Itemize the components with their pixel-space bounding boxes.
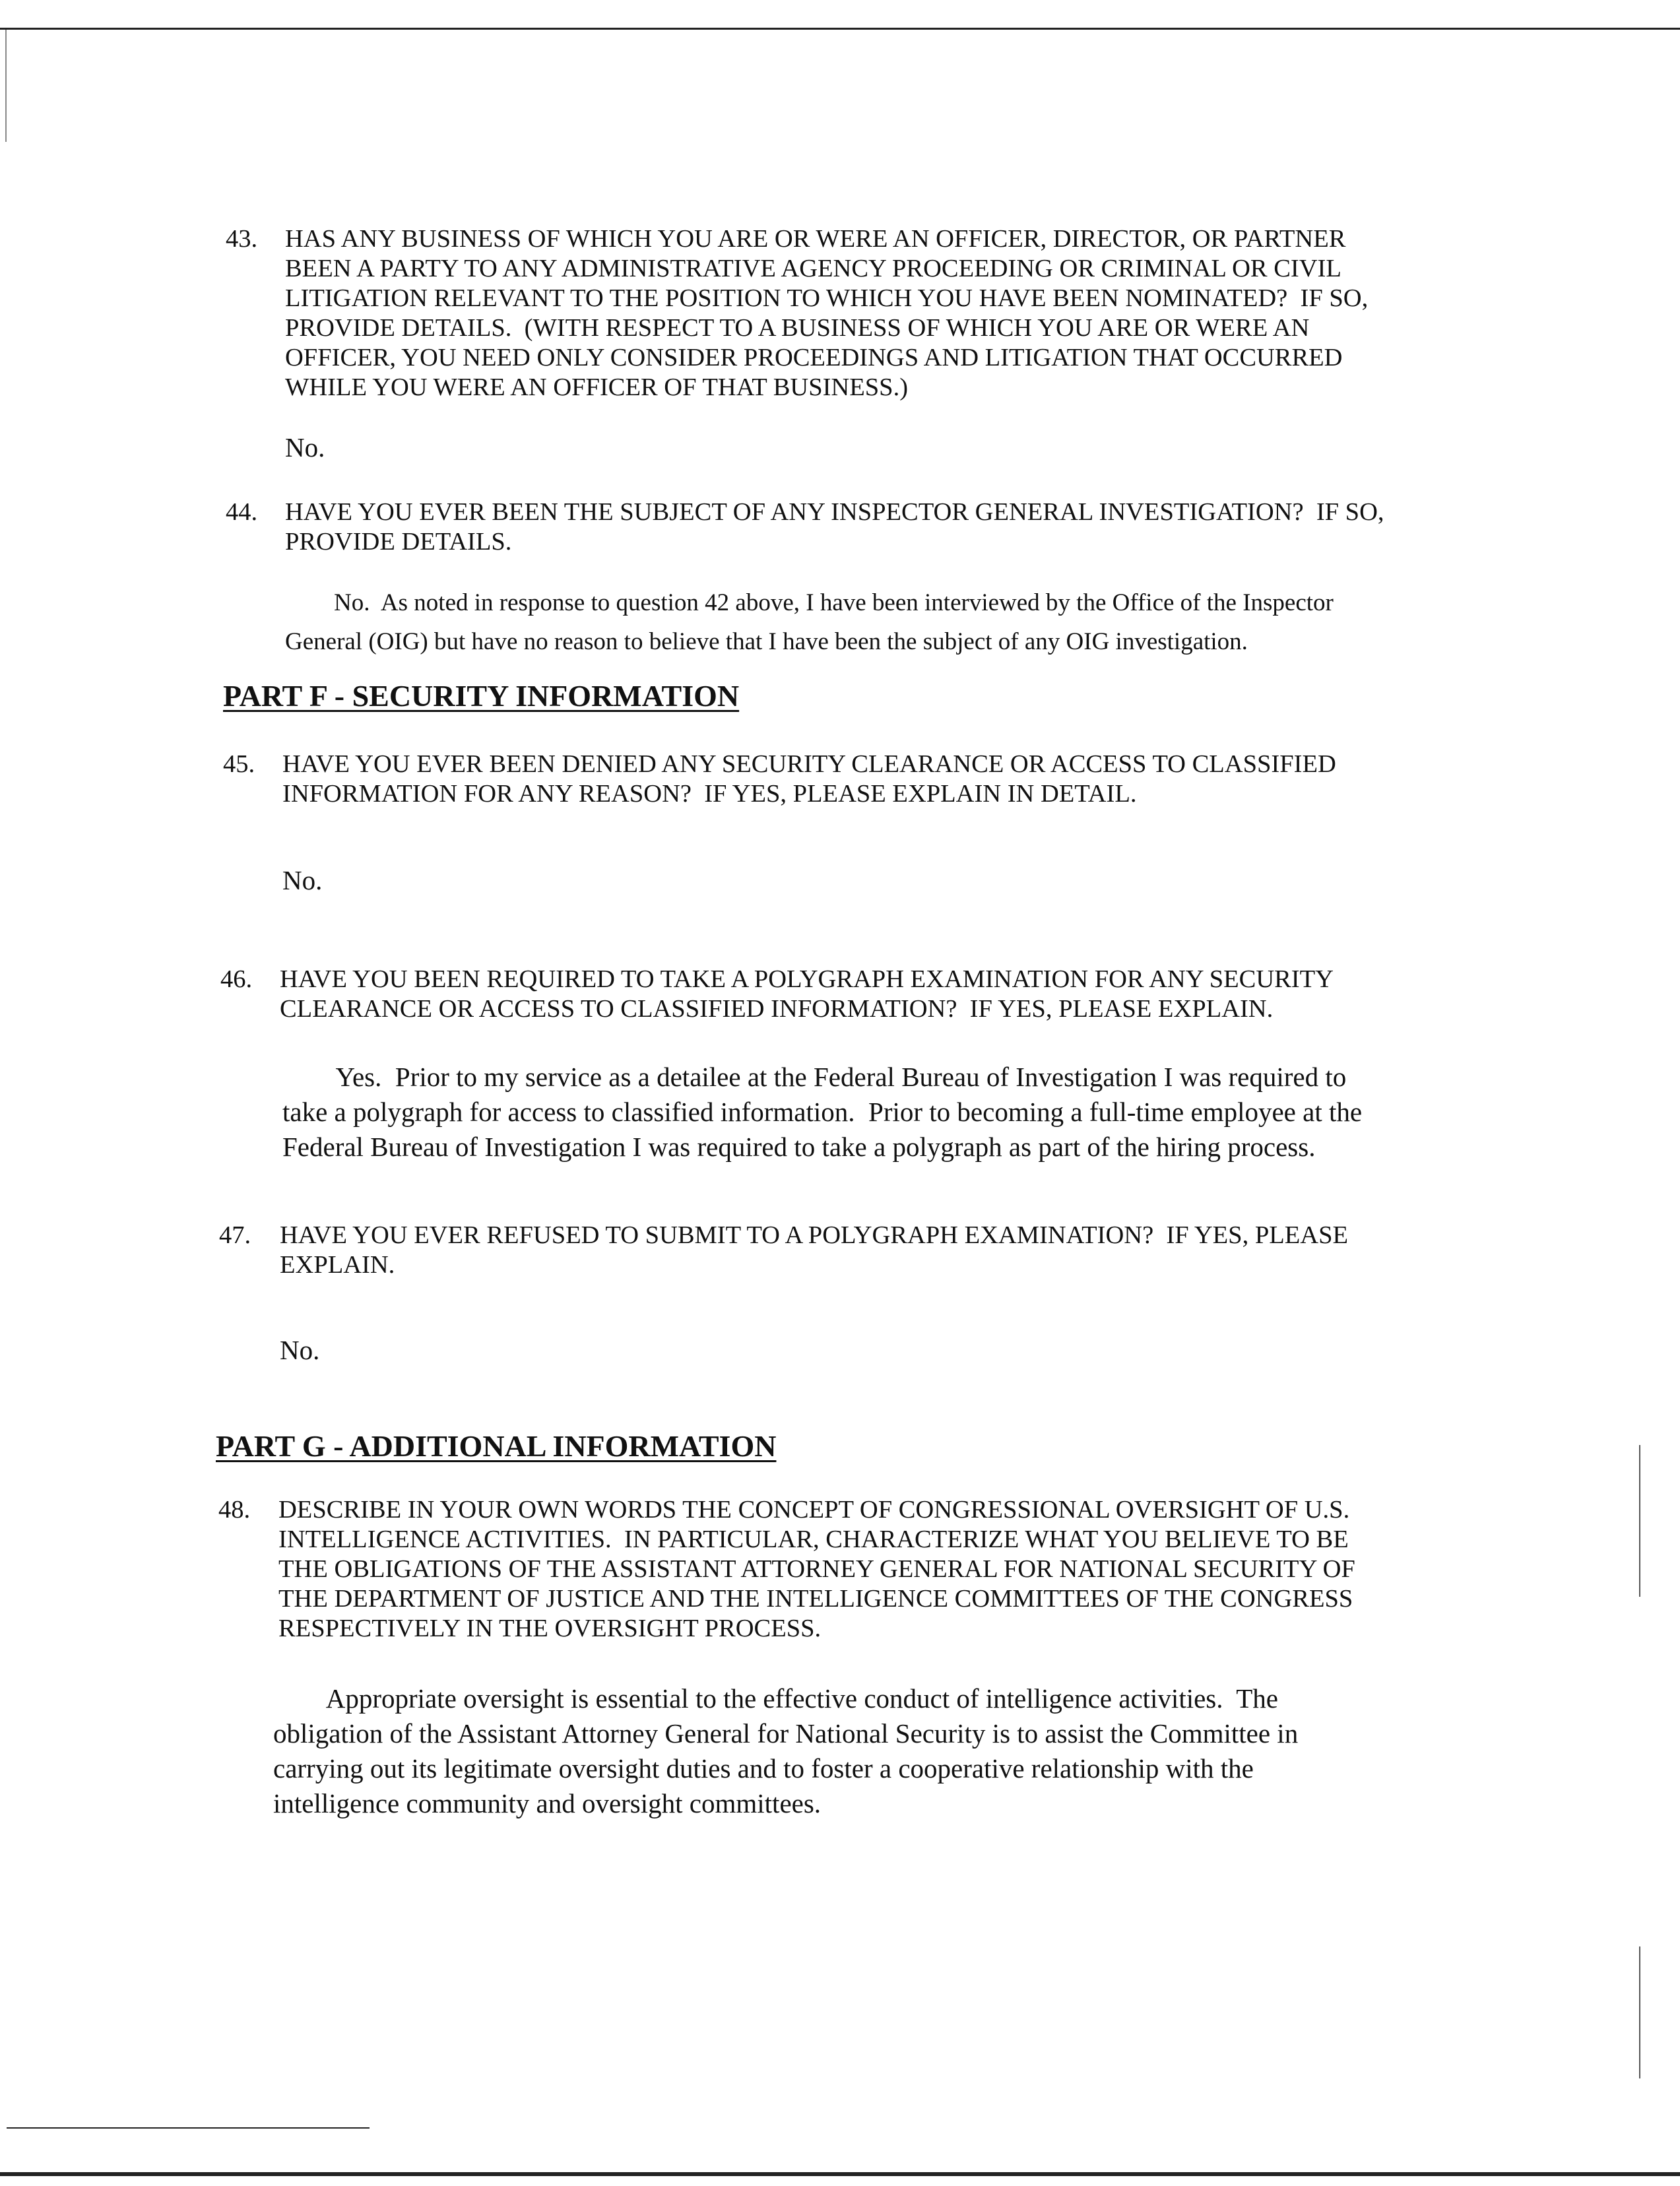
bottom-rule [0,2172,1680,2176]
part-g-heading: PART G - ADDITIONAL INFORMATION [216,1429,777,1463]
question-number: 47. [219,1221,251,1249]
question-number: 48. [218,1496,251,1524]
question-text: HAVE YOU EVER BEEN DENIED ANY SECURITY CLEARANCE OR ACCESS TO CLASSIFIED INFORMATION FOR ANY REASON? IF YES, PLEASE EXPLAIN IN DETAIL. [282,750,1336,808]
answer-text: Appropriate oversight is essential to the effective conduct of intelligence activities. The obligation of the Assistant Attorney General for National Security is to assist the Committee in carrying out its legitimate oversight duties and to foster a cooperative relationship with the intelligence community and oversight committees. [273,1683,1299,1818]
right-edge-mark-2 [1639,1946,1640,2078]
question-number: 44. [226,498,258,526]
answer-text: Yes. Prior to my service as a detailee at the Federal Bureau of Investigation I was required to take a polygraph for access to classified information. Prior to becoming a full-time employee at the Federal Bureau of Investigation I was required to take a polygraph as part of the hiring process. [282,1062,1363,1162]
left-edge-mark [5,30,7,142]
question-text: HAS ANY BUSINESS OF WHICH YOU ARE OR WERE AN OFFICER, DIRECTOR, OR PARTNER BEEN A PARTY TO ANY ADMINISTRATIVE AGENCY PROCEEDING OR CRIMINAL OR CIVIL LITIGATION RELEVANT TO THE POSITION TO WHICH YOU HAVE BEEN NOMINATED? IF SO, PROVIDE DETAILS. (WITH RESPECT TO A BUSINESS OF WHICH YOU ARE OR WERE AN OFFICER, YOU NEED ONLY CONSIDER PROCEEDINGS AND LITIGATION THAT OCCURRED WHILE YOU WERE AN OFFICER OF THAT BUSINESS.) [285,225,1369,401]
answer-text: No. [285,432,325,463]
answer-text: No. [280,1335,320,1365]
question-text: HAVE YOU EVER BEEN THE SUBJECT OF ANY INSPECTOR GENERAL INVESTIGATION? IF SO, PROVIDE DETAILS. [285,498,1384,556]
answer-text: No. [282,865,323,895]
top-rule [0,28,1680,30]
question-text: HAVE YOU EVER REFUSED TO SUBMIT TO A POLYGRAPH EXAMINATION? IF YES, PLEASE EXPLAIN. [280,1221,1348,1279]
answer-text: No. As noted in response to question 42 above, I have been interviewed by the Office of the Inspector General (OIG) but have no reason to believe that I have been the subject of any OIG investigation. [285,589,1334,655]
question-text: HAVE YOU BEEN REQUIRED TO TAKE A POLYGRAPH EXAMINATION FOR ANY SECURITY CLEARANCE OR ACCESS TO CLASSIFIED INFORMATION? IF YES, PLEASE EXPLAIN. [280,965,1334,1023]
right-edge-mark [1639,1445,1640,1597]
question-number: 43. [226,225,258,253]
bottom-left-rule [7,2127,370,2129]
question-text: DESCRIBE IN YOUR OWN WORDS THE CONCEPT OF CONGRESSIONAL OVERSIGHT OF U.S. INTELLIGENCE ACTIVITIES. IN PARTICULAR, CHARACTERIZE WHAT YOU BELIEVE TO BE THE OBLIGATIONS OF THE ASSISTANT ATTORNEY GENERAL FOR NATIONAL SECURITY OF THE DEPARTMENT OF JUSTICE AND THE INTELLIGENCE COMMITTEES OF THE CONGRESS RESPECTIVELY IN THE OVERSIGHT PROCESS. [278,1496,1355,1642]
question-number: 46. [220,965,253,993]
part-f-heading: PART F - SECURITY INFORMATION [223,679,740,713]
question-number: 45. [223,750,255,778]
